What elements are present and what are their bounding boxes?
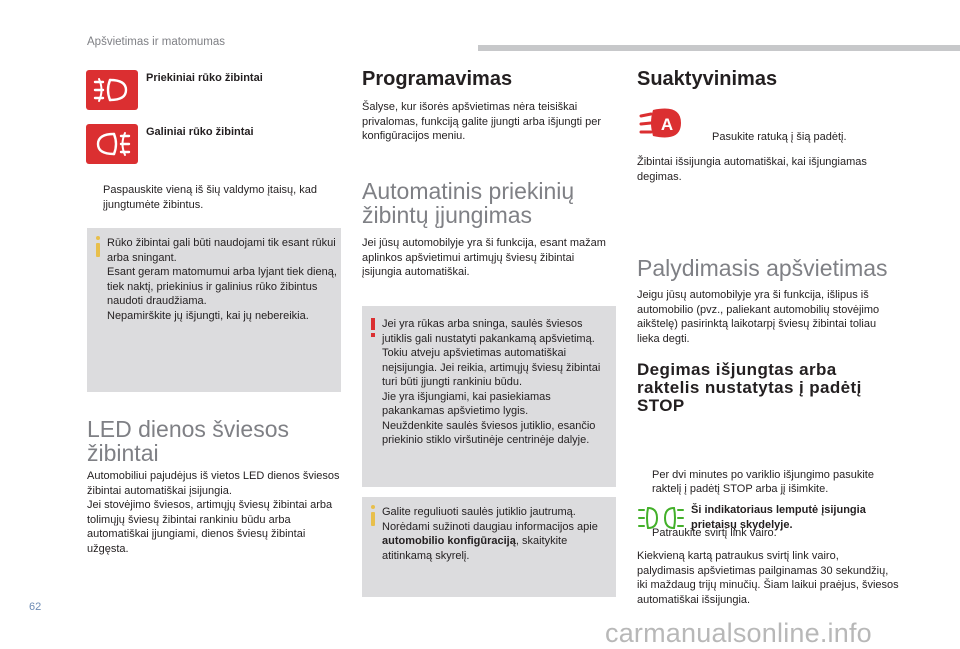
programming-text: Šalyse, kur išorės apšvietimas nėra teisiškai privalomas, funkciją galite įjungti arba išjungti per konfigūracijos meniu. <box>362 101 602 142</box>
svg-text:A: A <box>660 115 674 134</box>
note-line-3: Nepamirškite jų išjungti, kai jų nebereikia. <box>107 309 309 322</box>
page-number: 62 <box>29 601 42 613</box>
warning-line-3: Neuždenkite saulės šviesos jutiklio, esančio priekinio stiklo viršutinėje centrinėje dalyje. <box>382 419 596 446</box>
rear-fog-light-icon <box>86 124 138 164</box>
fog-info-note <box>87 228 341 392</box>
info-text-a: Galite reguliuoti saulės jutiklio jautrumą. Norėdami sužinoti daugiau informacijos apie <box>382 506 598 533</box>
info-icon <box>371 512 375 526</box>
activation-bullet <box>697 130 912 145</box>
left-bullet <box>88 183 355 212</box>
auto-warning-note <box>362 306 616 487</box>
ignition-bullet-2: Patraukite svirtį link vairo. <box>652 526 777 539</box>
header-rule <box>478 45 960 51</box>
auto-headlamp-icon <box>637 100 687 146</box>
front-fog-label: Priekiniai rūko žibintai <box>146 72 263 84</box>
header-title: Apšvietimas ir matomumas <box>87 36 226 48</box>
info-icon <box>96 243 100 257</box>
programming-heading: Programavimas <box>362 68 513 90</box>
indicator-label: Ši indikatoriaus lemputė įsijungia prietaisų skydelyje. <box>691 504 866 531</box>
guide-heading: Palydimasis apšvietimas <box>637 255 888 281</box>
warning-line-1: Jei yra rūkas arba sninga, saulės šviesos jutiklis gali nustatyti pakankamą apšvietimą. Tokiu atveju apšvietimas automatiškai neįsijungia. Jei reikia, artimųjų šviesų žibintai turi būti įjungti rankiniu būdu. <box>382 318 601 388</box>
warning-line-2: Jie yra išjungiami, kai pasiekiamas pakankamas apšvietimo lygis. <box>382 390 551 417</box>
led-text: Automobiliui pajudėjus iš vietos LED dienos šviesos žibintai automatiškai įsijungia. Jei stovėjimo šviesos, artimųjų šviesų žibintai arba tolimųjų šviesų žibintai rankiniu būdu arba automatiškai įjungiami, dienos šviesų žibintai užgęsta. <box>87 470 340 555</box>
ignition-heading: Degimas išjungtas arba raktelis nustatytas į padėtį STOP <box>637 360 862 415</box>
info-text-bold: automobilio konfigūraciją <box>382 535 516 547</box>
led-heading: LED dienos šviesos žibintai <box>87 416 289 466</box>
front-fog-light-icon <box>86 70 138 110</box>
info-text-b: , skaitykite atitinkamą skyrelį. <box>382 535 568 562</box>
left-bullet-text: Paspauskite vieną iš šių valdymo įtaisų, kad įjungtumėte žibintus. <box>103 184 317 211</box>
activation-heading: Suaktyvinimas <box>637 68 778 90</box>
auto-heading: Automatinis priekinių žibintų įjungimas <box>362 178 575 228</box>
watermark: carmanualsonline.info <box>605 618 872 648</box>
rear-fog-label: Galiniai rūko žibintai <box>146 126 254 138</box>
activation-text: Žibintai išsijungia automatiškai, kai išjungiamas degimas. <box>637 156 867 183</box>
ignition-bullet-1: Per dvi minutes po variklio išjungimo pasukite raktelį į padėtį STOP arba jį išimkite. <box>652 468 874 495</box>
note-line-2: Esant geram matomumui arba lyjant tiek dieną, tiek naktį, priekinius ir galinius rūko žibintus naudoti draudžiama. <box>107 266 337 307</box>
final-text: Kiekvieną kartą patraukus svirtį link vairo, palydimasis apšvietimas pailginamas 30 sekundžių, iki maždaug trijų minučių. Šiam laikui praėjus, šviesos automatiškai išsijungia. <box>637 550 899 606</box>
guide-text: Jeigu jūsų automobilyje yra ši funkcija, išlipus iš automobilio (pvz., paliekant automobilių stovėjimo aikštelę) pasirinktą laikotarpį šviesų žibintai toliau lieka degti. <box>637 289 880 345</box>
auto-info-note <box>362 497 616 597</box>
warning-icon <box>371 318 375 330</box>
auto-text: Jei jūsų automobilyje yra ši funkcija, esant mažam aplinkos apšvietimui artimųjų šviesų žibintai įsijungia automatiškai. <box>362 237 606 278</box>
note-line-1: Rūko žibintai gali būti naudojami tik esant rūkui arba sningant. <box>107 237 336 264</box>
sidelamp-indicator-icon <box>637 505 685 531</box>
activation-bullet-text: Pasukite ratuką į šią padėtį. <box>712 131 847 143</box>
